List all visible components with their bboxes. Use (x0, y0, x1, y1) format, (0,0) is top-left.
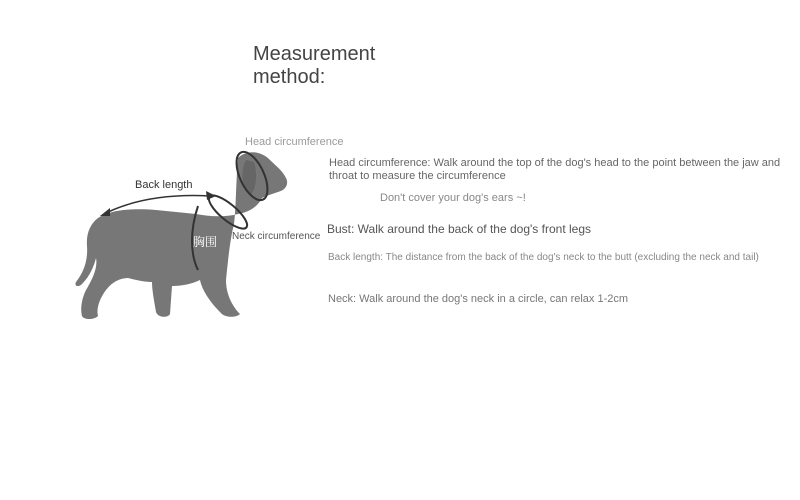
neck-circumference-label: Neck circumference (232, 231, 321, 242)
neck-description: Neck: Walk around the dog's neck in a circle, can relax 1-2cm (328, 293, 629, 305)
page-title: Measurement method: (253, 43, 376, 88)
head-circumference-description: Head circumference: Walk around the top of the dog's head to the point between the jaw and throat to measure the circumference (329, 157, 781, 182)
dog-silhouette-graphic (60, 130, 340, 330)
head-circumference-label: Head circumference (245, 136, 344, 148)
back-length-label: Back length (135, 179, 193, 191)
back-length-arrowhead-right (206, 191, 216, 200)
back-length-description: Back length: The distance from the back of the dog's neck to the butt (excluding the neck and tail) (328, 252, 759, 263)
ears-note: Don't cover your dog's ears ~! (380, 192, 526, 204)
bust-label: 胸围 (193, 235, 218, 249)
dog-measurement-diagram (60, 130, 344, 330)
back-length-arrowhead-left (100, 208, 110, 216)
bust-description: Bust: Walk around the back of the dog's front legs (327, 222, 591, 236)
